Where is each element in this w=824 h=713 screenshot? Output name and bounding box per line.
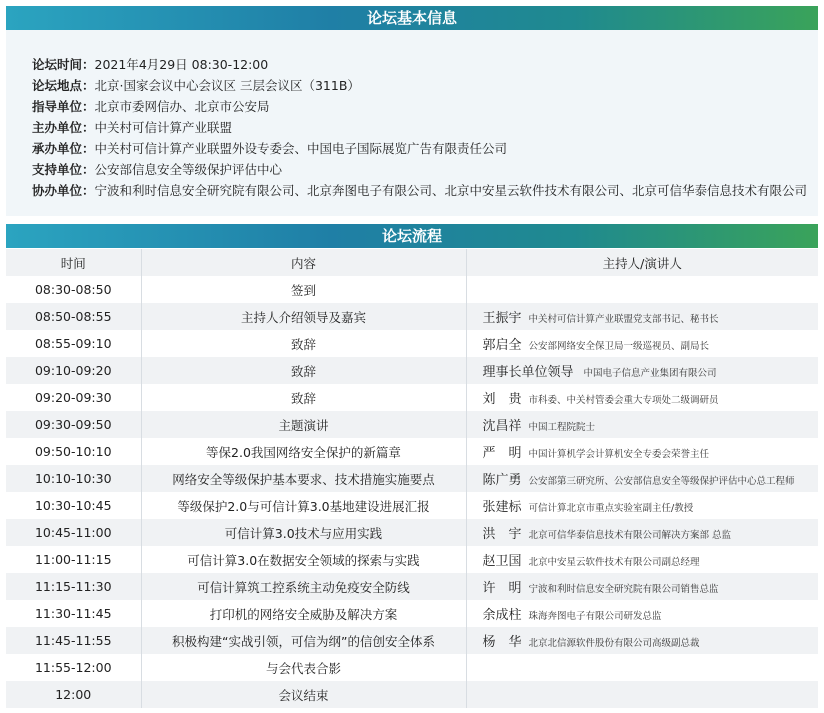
row-speaker bbox=[466, 357, 818, 384]
row-content: 等保2.0我国网络安全保护的新篇章 bbox=[141, 438, 466, 465]
info-value: 宁波和利时信息安全研究院有限公司、北京奔图电子有限公司、北京中安星云软件技术有限公司、北京可信华泰信息技术有限公司 bbox=[94, 183, 808, 198]
row-time: 12:00 bbox=[6, 681, 141, 708]
info-label: 支持单位： bbox=[32, 162, 95, 177]
row-speaker bbox=[466, 276, 818, 303]
row-speaker bbox=[466, 519, 818, 546]
row-speaker bbox=[466, 411, 818, 438]
speaker-title: 可信计算北京市重点实验室副主任/教授 bbox=[528, 503, 694, 514]
row-content: 致辞 bbox=[141, 384, 466, 411]
info-label: 承办单位： bbox=[32, 141, 95, 156]
row-time: 10:30-10:45 bbox=[6, 492, 141, 519]
agenda-table bbox=[6, 249, 818, 708]
table-row bbox=[6, 681, 818, 708]
row-speaker bbox=[466, 330, 818, 357]
row-speaker bbox=[466, 654, 818, 681]
table-row bbox=[6, 465, 818, 492]
speaker-title: 北京中安星云软件技术有限公司副总经理 bbox=[528, 557, 700, 568]
header-speaker: 主持人/演讲人 bbox=[466, 249, 818, 276]
speaker-name: 陈广勇 bbox=[482, 473, 522, 488]
speaker-name: 余成柱 bbox=[482, 608, 522, 623]
table-row bbox=[6, 627, 818, 654]
speaker-name: 赵卫国 bbox=[482, 554, 522, 569]
info-value: 北京·国家会议中心会议区 三层会议区（311B） bbox=[94, 78, 360, 93]
header-content: 内容 bbox=[141, 249, 466, 276]
row-speaker bbox=[466, 573, 818, 600]
info-value: 公安部信息安全等级保护评估中心 bbox=[94, 162, 283, 177]
table-row bbox=[6, 357, 818, 384]
info-row bbox=[32, 97, 270, 115]
speaker-name: 理事长单位领导 bbox=[482, 365, 574, 380]
row-content: 积极构建“实战引领，可信为纲”的信创安全体系 bbox=[141, 627, 466, 654]
row-speaker bbox=[466, 438, 818, 465]
speaker-name: 郭启全 bbox=[482, 338, 522, 353]
info-value: 中关村可信计算产业联盟 bbox=[94, 120, 233, 135]
info-value: 2021年4月29日 08:30-12:00 bbox=[94, 57, 269, 72]
speaker-name: 沈昌祥 bbox=[482, 419, 522, 434]
table-row bbox=[6, 519, 818, 546]
speaker-title: 中国电子信息产业集团有限公司 bbox=[583, 368, 717, 379]
table-row bbox=[6, 600, 818, 627]
row-time: 10:45-11:00 bbox=[6, 519, 141, 546]
table-row bbox=[6, 276, 818, 303]
row-speaker bbox=[466, 492, 818, 519]
row-content: 主持人介绍领导及嘉宾 bbox=[141, 303, 466, 330]
table-row bbox=[6, 411, 818, 438]
row-speaker bbox=[466, 600, 818, 627]
row-time: 11:15-11:30 bbox=[6, 573, 141, 600]
row-content: 可信计算3.0在数据安全领域的探索与实践 bbox=[141, 546, 466, 573]
info-label: 主办单位： bbox=[32, 120, 95, 135]
row-content: 签到 bbox=[141, 276, 466, 303]
info-row bbox=[32, 55, 268, 73]
header-time: 时间 bbox=[6, 249, 141, 276]
row-content: 可信计算筑工控系统主动免疫安全防线 bbox=[141, 573, 466, 600]
speaker-title: 北京北信源软件股份有限公司高级副总裁 bbox=[528, 638, 700, 649]
row-speaker bbox=[466, 465, 818, 492]
row-time: 11:00-11:15 bbox=[6, 546, 141, 573]
row-speaker bbox=[466, 384, 818, 411]
row-time: 09:10-09:20 bbox=[6, 357, 141, 384]
info-label: 指导单位： bbox=[32, 99, 95, 114]
speaker-name: 洪 宇 bbox=[482, 527, 522, 542]
table-header-row bbox=[6, 249, 818, 276]
row-content: 网络安全等级保护基本要求、技术措施实施要点 bbox=[141, 465, 466, 492]
row-time: 08:55-09:10 bbox=[6, 330, 141, 357]
speaker-title: 公安部第三研究所、公安部信息安全等级保护评估中心总工程师 bbox=[528, 476, 795, 487]
info-row bbox=[32, 160, 282, 178]
info-label: 论坛时间： bbox=[32, 57, 95, 72]
table-row bbox=[6, 573, 818, 600]
row-speaker bbox=[466, 303, 818, 330]
row-time: 08:30-08:50 bbox=[6, 276, 141, 303]
info-section-banner: 论坛基本信息 bbox=[6, 6, 818, 30]
speaker-title: 公安部网络安全保卫局一级巡视员、副局长 bbox=[528, 341, 710, 352]
speaker-title: 宁波和利时信息安全研究院有限公司销售总监 bbox=[528, 584, 719, 595]
row-content: 打印机的网络安全威胁及解决方案 bbox=[141, 600, 466, 627]
speaker-name: 许 明 bbox=[482, 581, 522, 596]
row-time: 08:50-08:55 bbox=[6, 303, 141, 330]
table-row bbox=[6, 330, 818, 357]
speaker-title: 中关村可信计算产业联盟党支部书记、秘书长 bbox=[528, 314, 719, 325]
speaker-name: 张建标 bbox=[482, 500, 522, 515]
row-content: 会议结束 bbox=[141, 681, 466, 708]
row-speaker bbox=[466, 681, 818, 708]
info-value: 中关村可信计算产业联盟外设专委会、中国电子国际展览广告有限责任公司 bbox=[94, 141, 508, 156]
info-label: 论坛地点： bbox=[32, 78, 95, 93]
row-content: 与会代表合影 bbox=[141, 654, 466, 681]
speaker-name: 杨 华 bbox=[482, 635, 522, 650]
agenda-section-banner: 论坛流程 bbox=[6, 224, 818, 248]
table-row bbox=[6, 384, 818, 411]
speaker-title: 市科委、中关村管委会重大专项处二级调研员 bbox=[528, 395, 719, 406]
row-time: 11:45-11:55 bbox=[6, 627, 141, 654]
row-content: 致辞 bbox=[141, 330, 466, 357]
speaker-title: 中国计算机学会计算机安全专委会荣誉主任 bbox=[528, 449, 710, 460]
row-time: 11:55-12:00 bbox=[6, 654, 141, 681]
agenda-table-wrap bbox=[6, 249, 818, 708]
info-row bbox=[32, 139, 507, 157]
speaker-title: 中国工程院院士 bbox=[528, 422, 596, 433]
speaker-title: 北京可信华泰信息技术有限公司解决方案部 总监 bbox=[528, 530, 732, 541]
info-label: 协办单位： bbox=[32, 183, 95, 198]
info-row bbox=[32, 181, 807, 199]
info-row bbox=[32, 118, 232, 136]
row-content: 可信计算3.0技术与应用实践 bbox=[141, 519, 466, 546]
row-time: 09:50-10:10 bbox=[6, 438, 141, 465]
info-value: 北京市委网信办、北京市公安局 bbox=[94, 99, 270, 114]
speaker-title: 珠海奔图电子有限公司研发总监 bbox=[528, 611, 662, 622]
row-content: 主题演讲 bbox=[141, 411, 466, 438]
table-row bbox=[6, 438, 818, 465]
row-speaker bbox=[466, 627, 818, 654]
row-time: 10:10-10:30 bbox=[6, 465, 141, 492]
row-time: 09:30-09:50 bbox=[6, 411, 141, 438]
row-time: 09:20-09:30 bbox=[6, 384, 141, 411]
table-row bbox=[6, 492, 818, 519]
table-row bbox=[6, 546, 818, 573]
row-speaker bbox=[466, 546, 818, 573]
table-row bbox=[6, 654, 818, 681]
table-row bbox=[6, 303, 818, 330]
row-content: 等级保护2.0与可信计算3.0基地建设进展汇报 bbox=[141, 492, 466, 519]
speaker-name: 王振宇 bbox=[482, 311, 522, 326]
speaker-name: 刘 贵 bbox=[482, 392, 522, 407]
row-content: 致辞 bbox=[141, 357, 466, 384]
info-row bbox=[32, 76, 360, 94]
speaker-name: 严 明 bbox=[482, 446, 522, 461]
row-time: 11:30-11:45 bbox=[6, 600, 141, 627]
